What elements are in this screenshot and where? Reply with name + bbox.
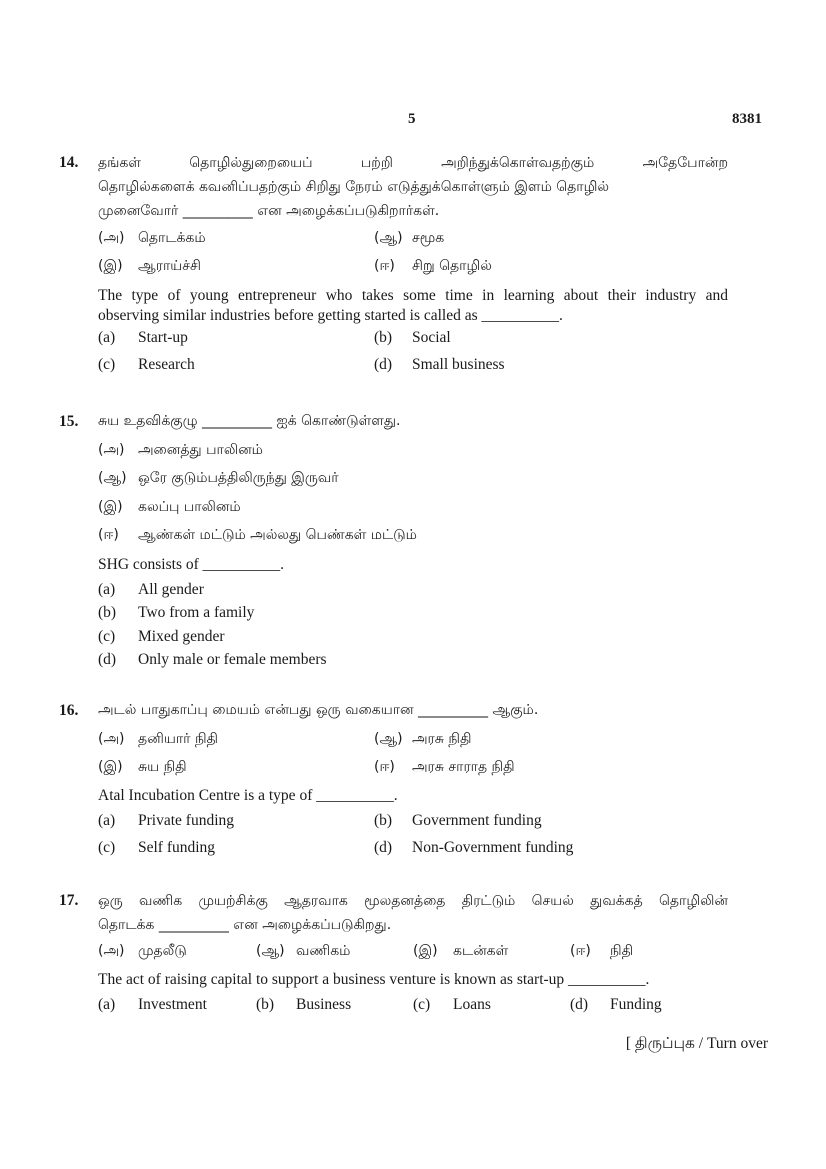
option-label: (d) <box>374 839 393 856</box>
option-label: (a) <box>98 581 116 598</box>
option-label: (ஈ) <box>374 258 395 274</box>
option-text: அரசு சாராத நிதி <box>412 759 515 775</box>
option-label: (c) <box>98 628 116 645</box>
option-text: முதலீடு <box>138 943 187 959</box>
option-text: கடன்கள் <box>453 943 509 959</box>
option-label: (d) <box>374 356 393 373</box>
question-number: 14. <box>59 154 79 171</box>
option-label: (c) <box>98 356 116 373</box>
turn-over-note: [ திருப்புக / Turn over <box>625 1035 768 1052</box>
question-text-english: Atal Incubation Centre is a type of __________. <box>98 787 398 804</box>
option-label: (இ) <box>98 499 123 515</box>
question-line: முனைவோர் __________ என அழைக்கப்படுகிறார்கள். <box>98 203 440 219</box>
option-label: (அ) <box>98 442 125 458</box>
option-label: (அ) <box>98 943 125 959</box>
option-text: Mixed gender <box>138 628 225 645</box>
option-label: (b) <box>374 812 393 829</box>
option-label: (ஆ) <box>374 230 403 246</box>
option-text: வணிகம் <box>296 943 351 959</box>
option-text: அனைத்து பாலினம் <box>138 442 263 458</box>
question-text-tamil <box>98 151 728 223</box>
option-text: Loans <box>453 996 491 1013</box>
option-text: Start-up <box>138 329 188 346</box>
question-number: 17. <box>59 892 79 909</box>
option-text: சுய நிதி <box>138 759 187 775</box>
option-label: (a) <box>98 812 116 829</box>
option-label: (a) <box>98 996 116 1013</box>
option-label: (d) <box>570 996 589 1013</box>
option-text: சிறு தொழில் <box>412 258 492 274</box>
option-label: (b) <box>256 996 275 1013</box>
option-label: (அ) <box>98 731 125 747</box>
option-text: சமூக <box>412 230 445 246</box>
question-line: தொடக்க __________ என அழைக்கப்படுகிறது. <box>98 917 392 933</box>
option-text: Funding <box>610 996 662 1013</box>
option-label: (b) <box>374 329 393 346</box>
option-label: (b) <box>98 604 117 621</box>
paper-code: 8381 <box>732 111 762 127</box>
question-text-english: The act of raising capital to support a business venture is known as start-up __________. <box>98 971 650 988</box>
page-number: 5 <box>408 111 416 127</box>
option-text: ஒரே குடும்பத்திலிருந்து இருவர் <box>138 470 339 486</box>
question-text-tamil: சுய உதவிக்குழு __________ ஐக் கொண்டுள்ளது. <box>98 413 401 429</box>
option-text: தனியார் நிதி <box>138 731 219 747</box>
option-label: (அ) <box>98 230 125 246</box>
option-text: Government funding <box>412 812 542 829</box>
option-label: (ஆ) <box>98 470 127 486</box>
option-text: ஆண்கள் மட்டும் அல்லது பெண்கள் மட்டும் <box>138 527 417 543</box>
option-label: (d) <box>98 651 117 668</box>
option-label: (ஆ) <box>374 731 403 747</box>
option-text: Non-Government funding <box>412 839 574 856</box>
question-line: தொழில்களைக் கவனிப்பதற்கும் சிறிது நேரம் எடுத்துக்கொள்ளும் இளம் தொழில் <box>98 179 610 195</box>
question-line: observing similar industries before getting started is called as __________. <box>98 307 563 324</box>
question-line: ஒரு வணிக முயற்சிக்கு ஆதரவாக மூலதனத்தை திரட்டும் செயல் துவக்கத் தொழிலின் <box>98 893 728 909</box>
question-text-english <box>98 286 728 326</box>
option-label: (c) <box>413 996 431 1013</box>
question-text-tamil: அடல் பாதுகாப்பு மையம் என்பது ஒரு வகையான __________ ஆகும். <box>98 702 539 718</box>
option-text: Private funding <box>138 812 234 829</box>
option-text: Small business <box>412 356 505 373</box>
option-text: தொடக்கம் <box>138 230 206 246</box>
option-text: Business <box>296 996 352 1013</box>
option-label: (ஈ) <box>570 943 591 959</box>
option-text: கலப்பு பாலினம் <box>138 499 241 515</box>
question-text-tamil <box>98 889 728 937</box>
option-label: (a) <box>98 329 116 346</box>
option-text: Two from a family <box>138 604 255 621</box>
question-text-english: SHG consists of __________. <box>98 556 285 573</box>
question-number: 15. <box>59 413 79 430</box>
question-number: 16. <box>59 702 79 719</box>
option-text: நிதி <box>610 943 634 959</box>
option-label: (ஆ) <box>256 943 285 959</box>
option-text: அரசு நிதி <box>412 731 472 747</box>
option-label: (ஈ) <box>98 527 119 543</box>
option-text: Only male or female members <box>138 651 327 668</box>
option-label: (c) <box>98 839 116 856</box>
option-text: ஆராய்ச்சி <box>138 258 201 274</box>
option-label: (இ) <box>413 943 438 959</box>
option-text: All gender <box>138 581 204 598</box>
option-label: (இ) <box>98 258 123 274</box>
option-text: Social <box>412 329 451 346</box>
question-line: The type of young entrepreneur who takes some time in learning about their industry and <box>98 287 728 304</box>
option-text: Self funding <box>138 839 216 856</box>
question-line: தங்கள் தொழில்துறையைப் பற்றி அறிந்துக்கொள்வதற்கும் அதேபோன்ற <box>98 155 728 171</box>
option-text: Investment <box>138 996 207 1013</box>
option-text: Research <box>138 356 195 373</box>
option-label: (ஈ) <box>374 759 395 775</box>
option-label: (இ) <box>98 759 123 775</box>
